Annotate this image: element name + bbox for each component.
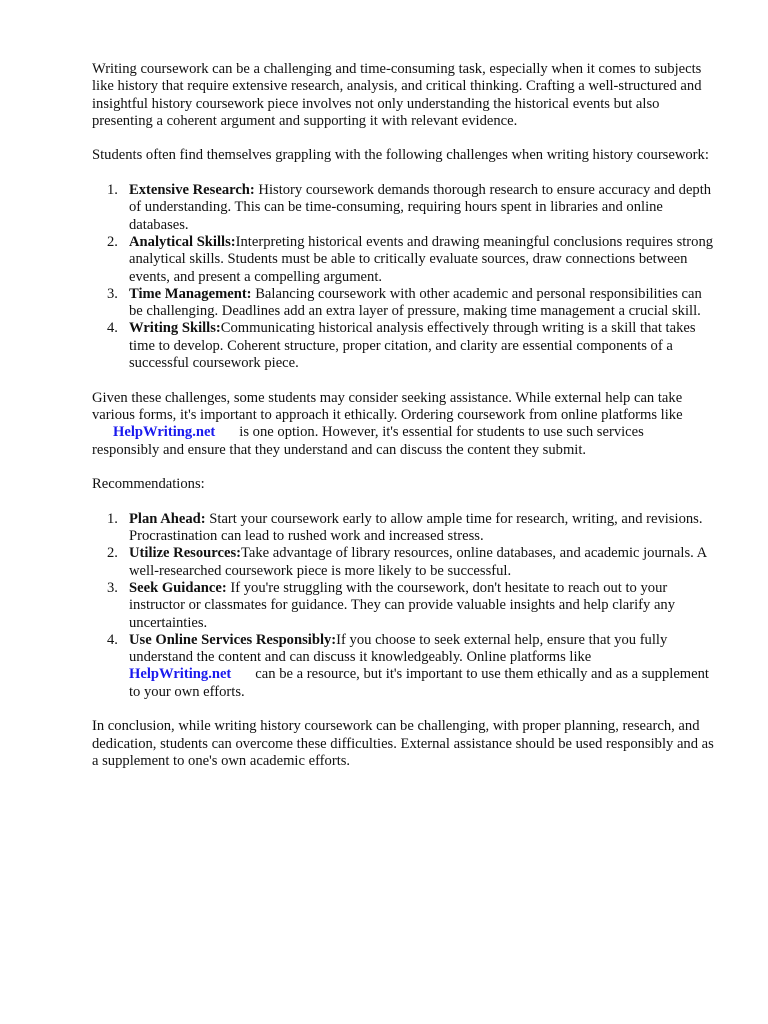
intro-paragraph: Writing coursework can be a challenging and time-consuming task, especially when it comes to subjects like history that require extensive research, analysis, and critical thinking. Crafting a well-structured and insightful history coursework piece involves not only understanding the historical events but also presenting a coherent argument and supporting it with relevant evidence. (92, 61, 702, 129)
item-text: Start your coursework early to allow ample time for research, writing, and revisions. Procrastination can lead to rushed work and increased stress. (129, 510, 703, 545)
list-item (92, 511, 714, 546)
conclusion-paragraph: In conclusion, while writing history coursework can be challenging, with proper planning, research, and dedication, students can overcome these difficulties. External assistance should be used responsibly and as a supplement to one's own academic efforts. (92, 718, 714, 769)
item-title: Analytical Skills: (129, 233, 236, 250)
item-title: Seek Guidance: (129, 579, 227, 596)
list-item (92, 234, 714, 286)
list-number: 3. (107, 285, 118, 302)
item-text: Take advantage of library resources, online databases, and academic journals. A well-researched coursework piece is more likely to be successful. (129, 545, 707, 579)
item-text: If you're struggling with the coursework, don't hesitate to reach out to your instructor or classmates for guidance. They can provide valuable insights and help clarify any uncertainties. (129, 579, 676, 631)
helpwriting-link[interactable]: HelpWriting.net (129, 666, 232, 683)
list-item (92, 545, 714, 580)
item-text: History coursework demands thorough research to ensure accuracy and depth of understanding. This can be time-consuming, requiring hours spent in libraries and online databases. (129, 182, 712, 233)
item-text: can be a resource, but it's important to use them ethically and as a supplement to your own efforts. (129, 666, 709, 700)
item-title: Extensive Research: (129, 182, 255, 199)
list-number: 1. (107, 182, 118, 199)
item-title: Time Management: (129, 285, 252, 302)
item-title: Utilize Resources: (129, 545, 241, 562)
helpwriting-link[interactable]: HelpWriting.net (113, 424, 216, 441)
item-title: Plan Ahead: (129, 510, 206, 527)
list-item (92, 580, 714, 632)
recommendations-heading: Recommendations: (92, 476, 205, 493)
list-number: 2. (107, 545, 118, 562)
item-text: Communicating historical analysis effectively through writing is a skill that takes time to develop. Coherent structure, proper citation, and clarity are essential components of a successful coursework piece. (129, 320, 696, 372)
assistance-text-before: Given these challenges, some students may consider seeking assistance. While external help can take various forms, it's important to approach it ethically. Ordering coursework from online platforms like (92, 389, 683, 423)
list-item (92, 286, 714, 321)
list-item (92, 182, 714, 234)
list-item (92, 320, 714, 372)
challenges-list (92, 182, 714, 372)
item-title: Use Online Services Responsibly: (129, 631, 337, 648)
list-item (92, 632, 714, 701)
list-number: 2. (107, 233, 118, 250)
list-number: 4. (107, 320, 118, 337)
recommendations-list (92, 511, 714, 701)
list-number: 1. (107, 510, 118, 527)
list-number: 4. (107, 631, 118, 648)
assistance-text-after: is one option. However, it's essential for students to use such services responsibly and ensure that they understand and can discuss the content they submit. (92, 424, 644, 458)
list-number: 3. (107, 579, 118, 596)
item-text: Interpreting historical events and drawing meaningful conclusions requires strong analytical skills. Students must be able to critically evaluate sources, draw connections between events, and present a compelling argument. (129, 233, 714, 285)
document-body (92, 61, 714, 770)
challenges-intro-paragraph: Students often find themselves grappling with the following challenges when writing history coursework: (92, 147, 709, 164)
item-text: Balancing coursework with other academic and personal responsibilities can be challenging. Deadlines add an extra layer of pressure, making time management a crucial skill. (129, 285, 702, 320)
item-text: If you choose to seek external help, ensure that you fully understand the content and can discuss it knowledgeably. Online platforms like (129, 631, 668, 666)
item-title: Writing Skills: (129, 320, 221, 337)
assistance-paragraph (92, 390, 714, 459)
